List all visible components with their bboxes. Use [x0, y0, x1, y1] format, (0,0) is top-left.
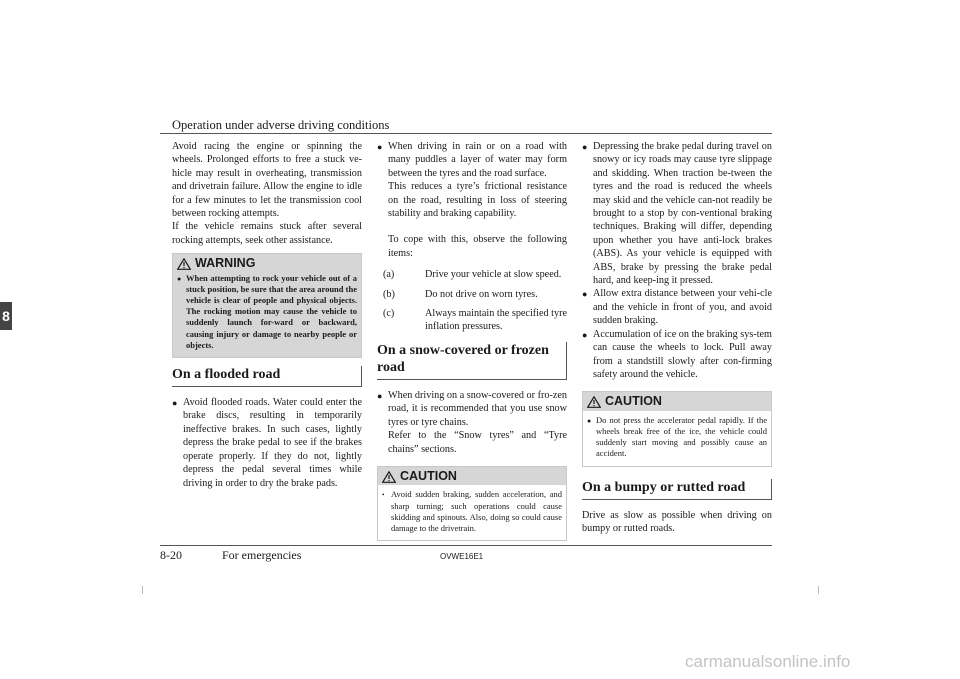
column-1: [172, 140, 362, 490]
bullet-dot-icon: •: [382, 491, 385, 500]
chapter-tab: 8: [0, 302, 12, 330]
bullet-dot-icon: ●: [172, 398, 178, 409]
section-flooded-road: [172, 366, 362, 387]
caution-icon: [587, 396, 601, 408]
watermark-text: carmanualsonline.info: [685, 652, 851, 671]
caution-box: [377, 466, 567, 541]
distance-bullet: [582, 287, 772, 327]
list-item-text: Drive your vehicle at slow speed.: [425, 269, 562, 281]
ice-bullet: [582, 328, 772, 382]
bullet-dot-icon: ●: [582, 142, 588, 152]
list-item-label: (b): [383, 288, 395, 300]
page-number: 8-20: [160, 548, 182, 562]
caution-body: [583, 411, 771, 466]
caution-icon: [382, 471, 396, 483]
snow-text: When driving on a snow-covered or fro-zen road, it is recommended that you use snow tyres or tyre chains.: [388, 389, 567, 428]
footer-chapter-title: For emergencies: [222, 548, 302, 562]
rain-text-2: This reduces a tyre’s frictional resistance on the road, resulting in loss of steering stability and braking capability.: [388, 181, 567, 220]
caution-label: CAUTION: [400, 468, 457, 483]
bullet-dot-icon: ●: [377, 142, 383, 152]
list-item: [377, 307, 567, 334]
bullet-dot-icon: ●: [587, 416, 592, 425]
warning-box: [172, 253, 362, 358]
section-bar: [566, 342, 567, 380]
caution-text: Avoid sudden braking, sudden acceleration, and sharp turning; such operations could cause skidding and spinouts. Also, doing so could cause damage to the drivetrain.: [391, 489, 562, 533]
bullet-dot-icon: ●: [377, 390, 383, 401]
caution-bullet: [382, 489, 562, 534]
warning-header: [173, 254, 361, 272]
caution-label: CAUTION: [605, 394, 662, 409]
list-item-label: (c): [383, 308, 395, 320]
section-bar: [361, 366, 362, 387]
warning-bullet: [177, 273, 357, 351]
warning-icon: [177, 258, 191, 270]
distance-text: Allow extra distance between your vehi-cle and the vehicle in front of you, and avoid sudden braking.: [593, 288, 772, 327]
brake-bullet: [582, 140, 772, 287]
crop-mark: [142, 586, 143, 594]
bumpy-paragraph: Drive as slow as possible when driving on bumpy or rutted roads.: [582, 509, 772, 534]
section-title: On a bumpy or rutted road: [582, 479, 771, 500]
caution-body: [378, 485, 566, 540]
rain-bullet: [377, 140, 567, 260]
list-item-label: (a): [383, 269, 395, 281]
section-bar: [771, 479, 772, 500]
bullet-dot-icon: ●: [177, 274, 182, 283]
list-item: [377, 268, 567, 281]
warning-label: WARNING: [195, 256, 256, 271]
assistance-paragraph: If the vehicle remains stuck after several rocking attempts, seek other assistance.: [172, 221, 362, 246]
flooded-bullet: [172, 396, 362, 490]
section-title: On a snow-covered or frozen road: [377, 342, 566, 380]
brake-text: Depressing the brake pedal during travel on snowy or icy roads may cause tyre slippage and skidding. When traction be-tween the tyres and the road is reduced the wheels may skid and the vehicle can-not readily be brought to a stop by con-ventional braking techniques. Braking will differ, depending upon whether you have anti-lock brakes (ABS). As your vehicle is equipped with ABS, brake by pressing the brake pedal hard, and keep-ing it pressed.: [593, 141, 772, 287]
crop-mark: [818, 586, 819, 594]
caution-text: Do not press the accelerator pedal rapidly. If the wheels break free of the ice, the vehicle could suddenly start moving and possibly cause an accident.: [596, 414, 767, 459]
caution-header: [583, 392, 771, 410]
section-snow-road: [377, 342, 567, 380]
list-item-text: Do not drive on worn tyres.: [425, 288, 538, 300]
column-3: [582, 140, 772, 535]
warning-body: [173, 273, 361, 357]
flooded-text: Avoid flooded roads. Water could enter the brake discs, resulting in temporarily ineffective brakes. In such cases, lightly depress the brake pedal to see if the brakes operate properly. If they do not, lightly depress the pedal several times while driving in order to dry the brake pads.: [183, 397, 362, 489]
caution-bullet: [587, 415, 767, 460]
bullet-dot-icon: ●: [582, 329, 588, 340]
rain-text: When driving in rain or on a road with many puddles a layer of water may form between the tyres and the road surface.: [388, 141, 567, 179]
ice-text: Accumulation of ice on the braking sys-tem can cause the wheels to lock. Pull away from a standstill slowly after con-firming safety around the vehicle.: [593, 328, 772, 380]
list-item-text: Always maintain the specified tyre inflation pressures.: [425, 308, 568, 333]
column-2: [377, 140, 567, 547]
document-code: OVWE16E1: [440, 552, 484, 561]
footer-rule: [160, 545, 772, 546]
bullet-dot-icon: ●: [582, 289, 588, 300]
cope-text: To cope with this, observe the following items:: [388, 234, 567, 259]
section-bumpy-road: [582, 479, 772, 500]
snow-bullet: [377, 389, 567, 456]
section-title: On a flooded road: [172, 366, 361, 387]
header-rule: [160, 133, 772, 134]
warning-text: When attempting to rock your vehicle out of a stuck position, be sure that the area around the vehicle is clear of people and physical objects. The rocking motion may cause the vehicle to suddenly launch for-ward or backward, causing injury or damage to nearby people or objects.: [186, 272, 357, 350]
caution-header: [378, 467, 566, 485]
list-item: [377, 288, 567, 301]
page-header-title: Operation under adverse driving conditions: [172, 118, 390, 132]
stuck-paragraph: Avoid racing the engine or spinning the wheels. Prolonged efforts to free a stuck ve-hicle may result in overheating, transmission and drivetrain failure. Allow the engine to idle for a few minutes to let the transmission cool between rocking attempts.: [172, 141, 362, 220]
caution-box: [582, 391, 772, 466]
snow-refer-text: Refer to the “Snow tyres” and “Tyre chains” sections.: [388, 430, 567, 455]
